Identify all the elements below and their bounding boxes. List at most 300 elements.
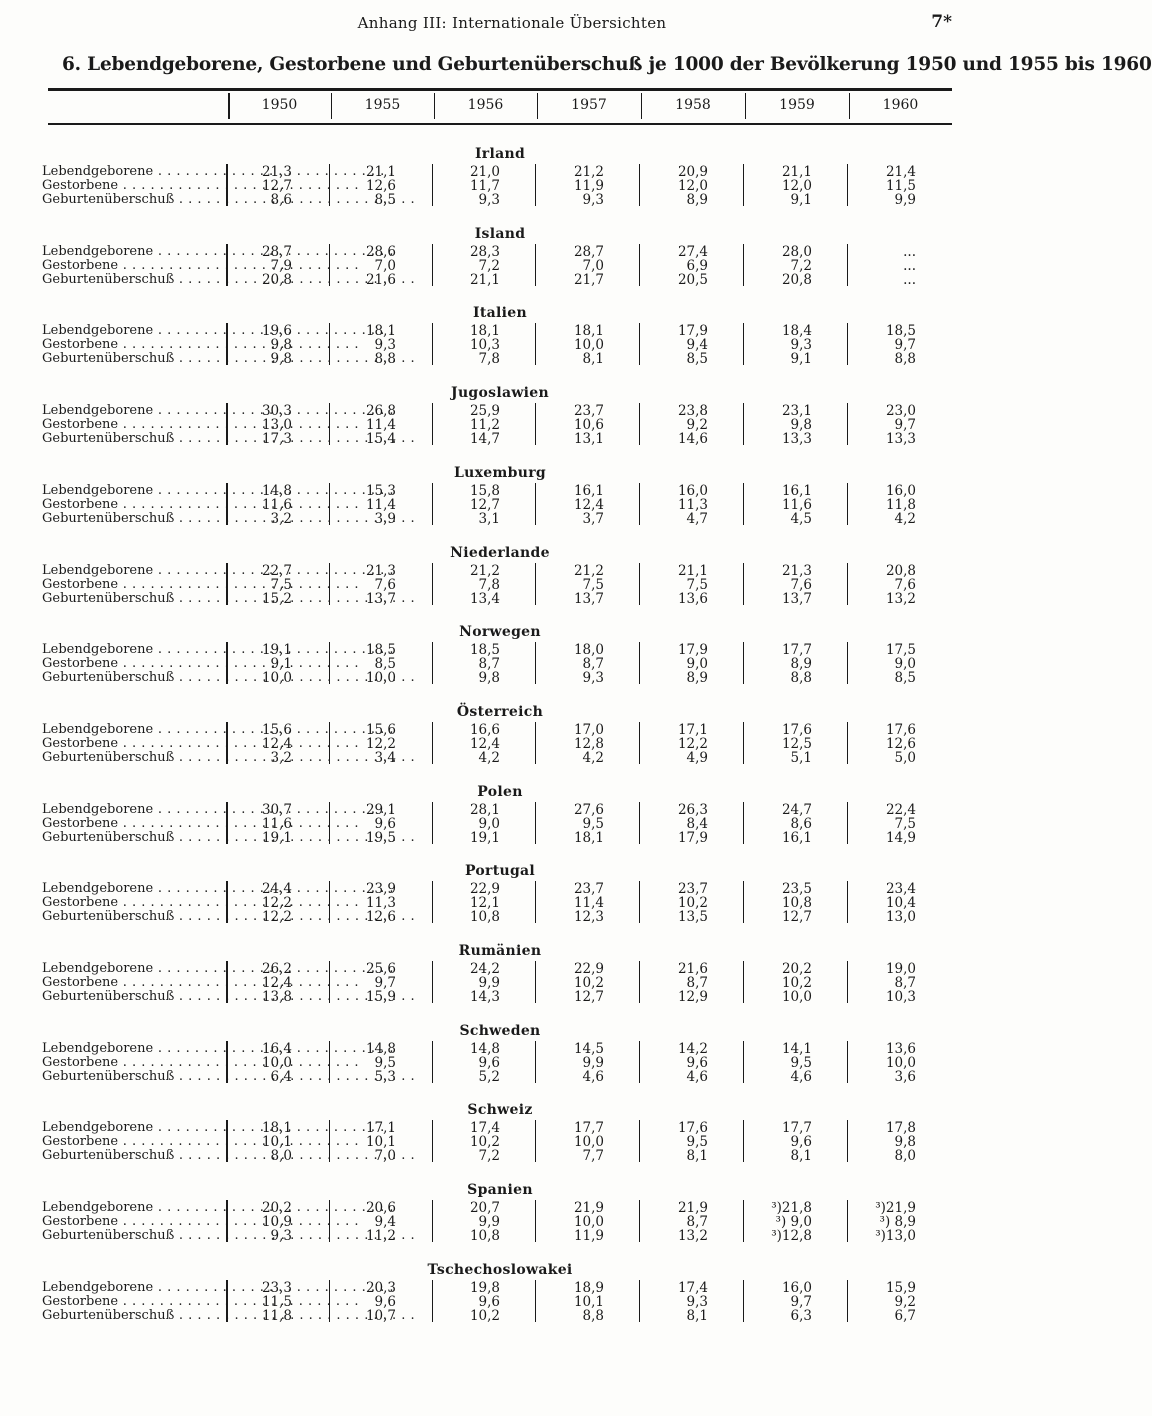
lebendgeborene-row xyxy=(0,564,1024,578)
table-cell: 13,7 xyxy=(365,591,396,607)
table-cell: 10,7 xyxy=(365,1308,396,1324)
table-cell: 20,2 xyxy=(781,961,812,977)
table-cell: 14,2 xyxy=(677,1041,708,1057)
table-cell: 26,2 xyxy=(261,961,292,977)
table-cell: 11,7 xyxy=(469,178,500,194)
row-label: Lebendgeborene . . . xyxy=(42,723,217,737)
table-cell: 11,6 xyxy=(261,816,292,832)
year-header: 1950 xyxy=(261,97,298,113)
row-label: Lebendgeborene . . . xyxy=(42,564,217,578)
table-cell: 21,2 xyxy=(573,164,604,180)
table-cell: 7,2 xyxy=(478,1148,500,1164)
table-cell: 14,6 xyxy=(677,431,708,447)
gestorbene-row xyxy=(0,1056,1024,1070)
table-cell: 24,7 xyxy=(781,802,812,818)
table-cell: 7,9 xyxy=(270,258,292,274)
table-cell: 12,5 xyxy=(781,736,812,752)
row-label: Gestorbene . . . xyxy=(42,179,217,193)
table-cell: 22,9 xyxy=(469,881,500,897)
gestorbene-row xyxy=(0,1295,1024,1309)
country-name: Spanien xyxy=(467,1182,533,1198)
table-cell: 26,3 xyxy=(677,802,708,818)
table-cell: 10,8 xyxy=(469,1228,500,1244)
table-cell: 21,1 xyxy=(365,164,396,180)
table-cell: 10,9 xyxy=(261,1214,292,1230)
table-cell: 3,7 xyxy=(582,511,604,527)
table-cell: 10,0 xyxy=(261,1055,292,1071)
table-cell: 15,3 xyxy=(365,483,396,499)
header-column-divider xyxy=(434,93,435,119)
table-cell: 9,4 xyxy=(374,1214,396,1230)
table-cell: 13,2 xyxy=(885,591,916,607)
lebendgeborene-row xyxy=(0,962,1024,976)
table-cell: 5,2 xyxy=(478,1069,500,1085)
table-cell: 12,2 xyxy=(365,736,396,752)
table-cell: 10,0 xyxy=(885,1055,916,1071)
table-cell: 18,1 xyxy=(261,1120,292,1136)
lebendgeborene-row xyxy=(0,404,1024,418)
table-cell: 17,1 xyxy=(677,722,708,738)
table-cell: 7,0 xyxy=(374,258,396,274)
table-cell: 20,6 xyxy=(365,1200,396,1216)
row-label: Geburtenüberschuß . . . xyxy=(42,432,217,446)
table-cell: 9,6 xyxy=(790,1134,812,1150)
row-label: Geburtenüberschuß . . . xyxy=(42,910,217,924)
header-column-divider xyxy=(849,93,850,119)
table-cell: 23,5 xyxy=(781,881,812,897)
table-cell: 14,8 xyxy=(365,1041,396,1057)
table-cell: 14,8 xyxy=(261,483,292,499)
table-cell: 9,4 xyxy=(686,337,708,353)
row-label: Gestorbene . . . xyxy=(42,1295,217,1309)
table-cell: 8,0 xyxy=(270,1148,292,1164)
table-cell: 16,0 xyxy=(781,1280,812,1296)
table-cell: 11,3 xyxy=(677,497,708,513)
row-label: Gestorbene . . . xyxy=(42,1135,217,1149)
row-label: Lebendgeborene . . . xyxy=(42,962,217,976)
table-cell: 6,7 xyxy=(894,1308,916,1324)
table-cell: 23,1 xyxy=(781,403,812,419)
table-cell: 9,2 xyxy=(894,1294,916,1310)
table-cell: 17,6 xyxy=(885,722,916,738)
geburtenueberschuss-row xyxy=(0,831,1024,845)
table-cell: 8,1 xyxy=(790,1148,812,1164)
country-block xyxy=(0,385,1024,465)
table-cell: 10,8 xyxy=(469,909,500,925)
table-cell: 7,0 xyxy=(582,258,604,274)
table-cell: 9,3 xyxy=(790,337,812,353)
table-cell: 12,4 xyxy=(261,736,292,752)
table-cell: 20,2 xyxy=(261,1200,292,1216)
table-cell: 13,6 xyxy=(677,591,708,607)
table-cell: 8,1 xyxy=(686,1148,708,1164)
table-cell: 8,0 xyxy=(894,1148,916,1164)
table-cell: 12,4 xyxy=(573,497,604,513)
table-cell: 24,2 xyxy=(469,961,500,977)
table-cell: 19,1 xyxy=(261,642,292,658)
row-label: Gestorbene . . . xyxy=(42,578,217,592)
country-name: Island xyxy=(474,226,526,242)
row-label: Gestorbene . . . xyxy=(42,817,217,831)
country-name: Norwegen xyxy=(459,624,541,640)
table-cell: 8,6 xyxy=(270,192,292,208)
table-cell: 16,1 xyxy=(573,483,604,499)
country-block xyxy=(0,704,1024,784)
table-cell: 12,7 xyxy=(469,497,500,513)
geburtenueberschuss-row xyxy=(0,751,1024,765)
lebendgeborene-row xyxy=(0,1201,1024,1215)
table-cell: 11,8 xyxy=(885,497,916,513)
table-cell: 10,2 xyxy=(677,895,708,911)
table-cell: 16,1 xyxy=(781,483,812,499)
table-cell: 9,1 xyxy=(270,656,292,672)
row-label: Lebendgeborene . . . xyxy=(42,165,217,179)
row-label: Geburtenüberschuß . . . xyxy=(42,1149,217,1163)
country-block xyxy=(0,1182,1024,1262)
table-cell: 17,9 xyxy=(677,830,708,846)
table-cell: 18,4 xyxy=(781,323,812,339)
table-cell: ³) 8,9 xyxy=(879,1214,916,1230)
table-cell: 13,8 xyxy=(261,989,292,1005)
table-cell: 13,1 xyxy=(573,431,604,447)
table-cell: 9,9 xyxy=(894,192,916,208)
table-cell: 9,8 xyxy=(478,670,500,686)
table-cell: 30,3 xyxy=(261,403,292,419)
table-cell: 10,1 xyxy=(573,1294,604,1310)
row-label: Gestorbene . . . xyxy=(42,737,217,751)
table-cell: 21,2 xyxy=(469,563,500,579)
header-column-divider xyxy=(228,93,230,119)
table-cell: 8,8 xyxy=(582,1308,604,1324)
table-cell: 14,9 xyxy=(885,830,916,846)
table-cell: 12,0 xyxy=(677,178,708,194)
table-cell: 10,1 xyxy=(261,1134,292,1150)
table-cell: 10,0 xyxy=(573,1214,604,1230)
table-cell: ³)12,8 xyxy=(771,1228,812,1244)
table-cell: 13,6 xyxy=(885,1041,916,1057)
row-label: Lebendgeborene . . . xyxy=(42,1201,217,1215)
table-cell: 8,8 xyxy=(374,351,396,367)
row-label: Gestorbene . . . xyxy=(42,338,217,352)
row-label: Geburtenüberschuß . . . xyxy=(42,990,217,1004)
table-cell: 7,8 xyxy=(478,577,500,593)
table-cell: 9,5 xyxy=(374,1055,396,1071)
table-cell: 18,1 xyxy=(573,323,604,339)
table-cell: 26,8 xyxy=(365,403,396,419)
country-block xyxy=(0,1023,1024,1103)
table-cell: 18,5 xyxy=(469,642,500,658)
country-name: Schweden xyxy=(459,1023,541,1039)
table-cell: 21,6 xyxy=(365,272,396,288)
table-cell: 23,7 xyxy=(573,881,604,897)
table-cell: 17,9 xyxy=(677,323,708,339)
table-cell: 9,8 xyxy=(270,337,292,353)
table-cell: 17,9 xyxy=(677,642,708,658)
table-cell: ... xyxy=(903,258,916,274)
table-cell: 19,1 xyxy=(469,830,500,846)
table-cell: 23,3 xyxy=(261,1280,292,1296)
geburtenueberschuss-row xyxy=(0,432,1024,446)
table-cell: 14,8 xyxy=(469,1041,500,1057)
gestorbene-row xyxy=(0,896,1024,910)
table-cell: 10,2 xyxy=(469,1134,500,1150)
table-cell: 8,1 xyxy=(686,1308,708,1324)
table-cell: 12,8 xyxy=(573,736,604,752)
table-cell: 10,2 xyxy=(781,975,812,991)
table-cell: 19,0 xyxy=(885,961,916,977)
table-cell: 20,9 xyxy=(677,164,708,180)
table-cell: 8,8 xyxy=(894,351,916,367)
table-cell: 4,6 xyxy=(790,1069,812,1085)
table-cell: 11,4 xyxy=(573,895,604,911)
table-cell: 5,0 xyxy=(894,750,916,766)
table-cell: 23,7 xyxy=(573,403,604,419)
row-label: Lebendgeborene . . . xyxy=(42,1281,217,1295)
table-cell: 11,6 xyxy=(781,497,812,513)
table-cell: 10,0 xyxy=(365,670,396,686)
table-cell: 28,3 xyxy=(469,244,500,260)
table-cell: 8,7 xyxy=(894,975,916,991)
table-cell: 9,9 xyxy=(582,1055,604,1071)
row-label: Lebendgeborene . . . xyxy=(42,803,217,817)
geburtenueberschuss-row xyxy=(0,1149,1024,1163)
table-cell: 28,0 xyxy=(781,244,812,260)
table-cell: 21,9 xyxy=(677,1200,708,1216)
lebendgeborene-row xyxy=(0,484,1024,498)
year-header: 1957 xyxy=(571,97,607,113)
table-cell: 7,5 xyxy=(582,577,604,593)
row-label: Gestorbene . . . xyxy=(42,498,217,512)
geburtenueberschuss-row xyxy=(0,1229,1024,1243)
table-cell: 8,5 xyxy=(374,656,396,672)
country-name: Österreich xyxy=(456,704,544,720)
table-cell: 4,5 xyxy=(790,511,812,527)
table-cell: 21,1 xyxy=(781,164,812,180)
row-label: Lebendgeborene . . . xyxy=(42,643,217,657)
running-head: Anhang III: Internationale Übersichten xyxy=(357,14,667,32)
lebendgeborene-row xyxy=(0,643,1024,657)
country-block xyxy=(0,226,1024,306)
table-cell: 18,1 xyxy=(469,323,500,339)
geburtenueberschuss-row xyxy=(0,910,1024,924)
table-cell: 15,8 xyxy=(469,483,500,499)
table-cell: 7,6 xyxy=(790,577,812,593)
table-cell: 3,1 xyxy=(478,511,500,527)
gestorbene-row xyxy=(0,338,1024,352)
table-cell: 9,8 xyxy=(790,417,812,433)
table-cell: 9,8 xyxy=(270,351,292,367)
table-cell: 9,6 xyxy=(478,1294,500,1310)
table-cell: 9,3 xyxy=(374,337,396,353)
table-cell: 9,2 xyxy=(686,417,708,433)
table-cell: ... xyxy=(903,244,916,260)
table-cell: 8,9 xyxy=(686,192,708,208)
table-cell: 20,8 xyxy=(885,563,916,579)
row-label: Geburtenüberschuß . . . xyxy=(42,751,217,765)
table-cell: 17,6 xyxy=(677,1120,708,1136)
table-cell: 12,6 xyxy=(365,909,396,925)
table-cell: 13,5 xyxy=(677,909,708,925)
table-cell: 11,3 xyxy=(365,895,396,911)
table-cell: 23,9 xyxy=(365,881,396,897)
row-label: Gestorbene . . . xyxy=(42,259,217,273)
lebendgeborene-row xyxy=(0,165,1024,179)
table-cell: 9,3 xyxy=(270,1228,292,1244)
row-label: Lebendgeborene . . . xyxy=(42,484,217,498)
table-cell: 10,8 xyxy=(781,895,812,911)
table-cell: 12,6 xyxy=(365,178,396,194)
table-cell: 10,2 xyxy=(469,1308,500,1324)
table-cell: 21,1 xyxy=(469,272,500,288)
gestorbene-row xyxy=(0,737,1024,751)
table-cell: 12,0 xyxy=(781,178,812,194)
table-cell: 9,5 xyxy=(582,816,604,832)
table-cell: 10,3 xyxy=(469,337,500,353)
table-header-row xyxy=(0,91,1024,121)
table-cell: 10,0 xyxy=(261,670,292,686)
table-cell: 15,4 xyxy=(365,431,396,447)
table-cell: 6,4 xyxy=(270,1069,292,1085)
row-label: Gestorbene . . . xyxy=(42,1215,217,1229)
table-cell: 17,4 xyxy=(677,1280,708,1296)
table-cell: 17,7 xyxy=(781,642,812,658)
table-cell: 18,5 xyxy=(885,323,916,339)
header-column-divider xyxy=(331,93,332,119)
gestorbene-row xyxy=(0,1135,1024,1149)
table-cell: 15,2 xyxy=(261,591,292,607)
year-header: 1956 xyxy=(467,97,504,113)
country-block xyxy=(0,784,1024,864)
table-cell: 11,4 xyxy=(365,417,396,433)
lebendgeborene-row xyxy=(0,803,1024,817)
table-cell: 9,0 xyxy=(686,656,708,672)
geburtenueberschuss-row xyxy=(0,990,1024,1004)
table-cell: 5,1 xyxy=(790,750,812,766)
row-label: Geburtenüberschuß . . . xyxy=(42,592,217,606)
table-cell: 9,7 xyxy=(374,975,396,991)
table-cell: 11,8 xyxy=(261,1308,292,1324)
table-cell: 21,9 xyxy=(573,1200,604,1216)
table-cell: 8,9 xyxy=(790,656,812,672)
table-cell: 4,9 xyxy=(686,750,708,766)
table-cell: 20,8 xyxy=(261,272,292,288)
table-cell: 11,2 xyxy=(365,1228,396,1244)
table-cell: 8,8 xyxy=(790,670,812,686)
table-cell: 19,6 xyxy=(261,323,292,339)
table-cell: 7,2 xyxy=(790,258,812,274)
gestorbene-row xyxy=(0,498,1024,512)
table-cell: 25,6 xyxy=(365,961,396,977)
table-cell: 9,7 xyxy=(894,417,916,433)
table-cell: 12,7 xyxy=(261,178,292,194)
table-cell: 21,3 xyxy=(781,563,812,579)
lebendgeborene-row xyxy=(0,324,1024,338)
table-cell: 12,3 xyxy=(573,909,604,925)
row-label: Geburtenüberschuß . . . xyxy=(42,831,217,845)
lebendgeborene-row xyxy=(0,882,1024,896)
table-cell: 20,5 xyxy=(677,272,708,288)
table-cell: 21,0 xyxy=(469,164,500,180)
gestorbene-row xyxy=(0,657,1024,671)
table-cell: 17,4 xyxy=(469,1120,500,1136)
table-cell: 18,5 xyxy=(365,642,396,658)
table-cell: 7,2 xyxy=(478,258,500,274)
lebendgeborene-row xyxy=(0,245,1024,259)
table-cell: 3,6 xyxy=(894,1069,916,1085)
table-cell: 18,0 xyxy=(573,642,604,658)
table-cell: 19,5 xyxy=(365,830,396,846)
table-cell: 9,0 xyxy=(894,656,916,672)
table-cell: 8,7 xyxy=(478,656,500,672)
table-cell: 4,2 xyxy=(894,511,916,527)
table-cell: 8,7 xyxy=(686,975,708,991)
country-block xyxy=(0,863,1024,943)
table-cell: 22,4 xyxy=(885,802,916,818)
table-cell: 8,6 xyxy=(790,816,812,832)
table-cell: 23,0 xyxy=(885,403,916,419)
table-cell: 22,9 xyxy=(573,961,604,977)
row-label: Gestorbene . . . xyxy=(42,976,217,990)
table-cell: 28,7 xyxy=(261,244,292,260)
table-cell: 13,4 xyxy=(469,591,500,607)
lebendgeborene-row xyxy=(0,1042,1024,1056)
year-header: 1958 xyxy=(675,97,711,113)
table-cell: 11,2 xyxy=(469,417,500,433)
geburtenueberschuss-row xyxy=(0,671,1024,685)
table-cell: 17,3 xyxy=(261,431,292,447)
geburtenueberschuss-row xyxy=(0,352,1024,366)
gestorbene-row xyxy=(0,578,1024,592)
table-cell: 3,4 xyxy=(374,750,396,766)
table-cell: 15,9 xyxy=(885,1280,916,1296)
table-cell: 21,3 xyxy=(261,164,292,180)
country-block xyxy=(0,146,1024,226)
table-cell: 9,0 xyxy=(478,816,500,832)
table-cell: 8,7 xyxy=(582,656,604,672)
country-block xyxy=(0,545,1024,625)
table-cell: 17,0 xyxy=(573,722,604,738)
row-label: Lebendgeborene . . . xyxy=(42,404,217,418)
table-cell: 11,9 xyxy=(573,178,604,194)
table-cell: 16,1 xyxy=(781,830,812,846)
country-name: Tschechoslowakei xyxy=(427,1262,573,1278)
table-cell: 23,4 xyxy=(885,881,916,897)
table-cell: 11,4 xyxy=(365,497,396,513)
table-cell: 8,9 xyxy=(686,670,708,686)
table-cell: 9,6 xyxy=(374,1294,396,1310)
table-cell: 15,6 xyxy=(365,722,396,738)
table-cell: 12,7 xyxy=(573,989,604,1005)
table-cell: 9,5 xyxy=(686,1134,708,1150)
table-cell: 12,6 xyxy=(885,736,916,752)
table-cell: 9,8 xyxy=(894,1134,916,1150)
table-cell: 18,1 xyxy=(573,830,604,846)
row-label: Gestorbene . . . xyxy=(42,418,217,432)
table-cell: 9,3 xyxy=(582,192,604,208)
table-cell: 6,3 xyxy=(790,1308,812,1324)
table-cell: 12,7 xyxy=(781,909,812,925)
table-cell: 24,4 xyxy=(261,881,292,897)
table-cell: 27,6 xyxy=(573,802,604,818)
table-cell: 7,5 xyxy=(686,577,708,593)
table-cell: 12,2 xyxy=(261,895,292,911)
table-cell: 19,8 xyxy=(469,1280,500,1296)
table-cell: 28,6 xyxy=(365,244,396,260)
table-cell: 21,2 xyxy=(573,563,604,579)
table-cell: 11,5 xyxy=(885,178,916,194)
table-cell: ³) 9,0 xyxy=(775,1214,812,1230)
lebendgeborene-row xyxy=(0,1121,1024,1135)
